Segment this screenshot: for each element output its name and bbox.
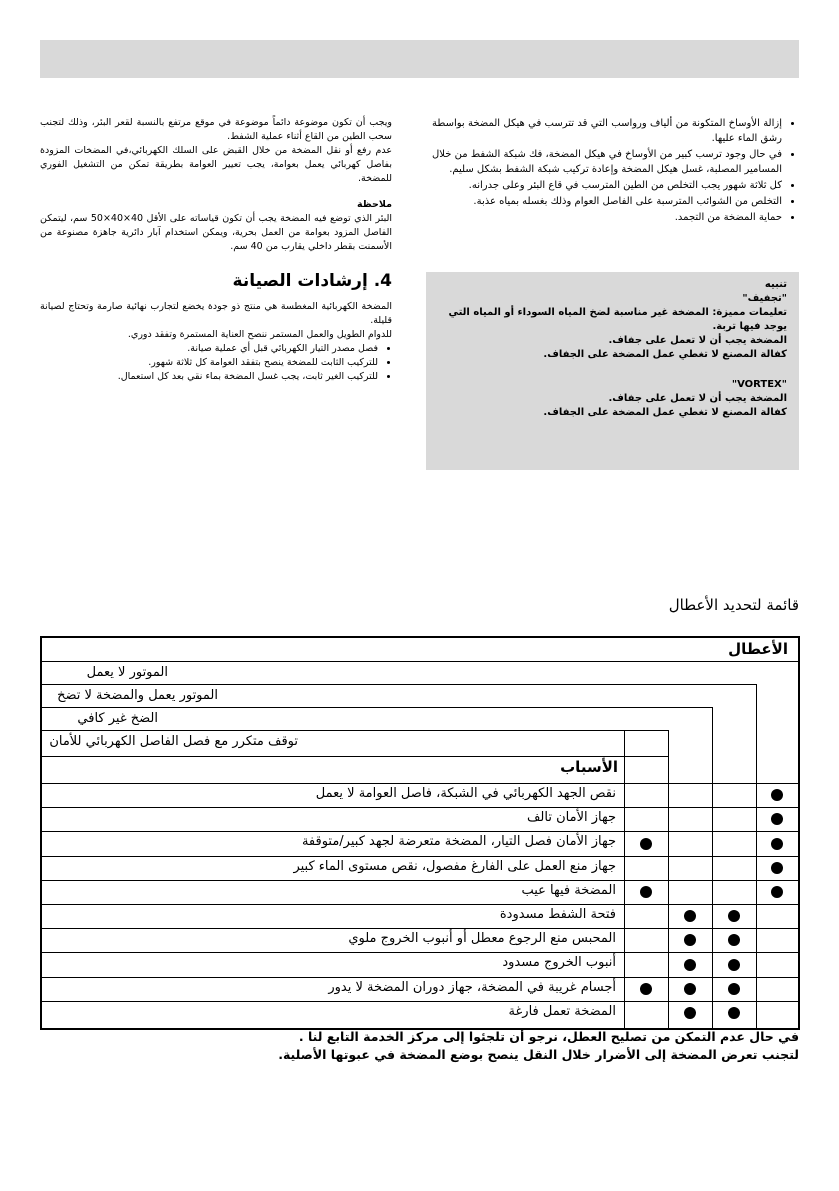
grid-line [42, 952, 798, 953]
grid-line [42, 783, 798, 784]
maintenance-bullet: • في حال وجود ترسب كبير من الأوساخ في هيكل المضخة، فك شبكة الشفط من خلال المسامير المصلبة، غسل هيكل المضخة وإعادة تركيب شبكة الشفط بشكل سليم. [432, 147, 782, 177]
maintenance-bullet: • التخلص من الشوائب المترسبة على الفاصل العوام وذلك بغسله بمياه عذبة. [432, 194, 782, 209]
note-title: ملاحظة [357, 199, 392, 210]
maintenance-tips-list [40, 342, 392, 384]
cause-label: المحبس منع الرجوع معطل أو أنبوب الخروج ملوي [348, 931, 616, 947]
grid-line [42, 856, 798, 857]
fault-cause-dot [684, 959, 696, 971]
fault-label: توقف متكرر مع فصل الفاصل الكهربائي للأمان [49, 734, 298, 749]
grid-line [712, 707, 713, 1028]
maintenance-tip: • للتركيب الثابت للمضخة ينصح بتفقد العوامة كل ثلاثة شهور. [40, 356, 378, 370]
cause-label: المضخة فيها عيب [521, 882, 616, 898]
grid-line [42, 707, 712, 708]
warning-box [426, 272, 799, 470]
fault-cause-dot [684, 1007, 696, 1019]
fault-label: الموتور يعمل والمضخة لا تضخ [57, 688, 218, 703]
fault-cause-dot [684, 910, 696, 922]
warning-model-dry: "تجفيف" [742, 293, 787, 304]
grid-line [42, 880, 798, 881]
cause-label: فتحة الشفط مسدودة [499, 907, 616, 922]
warning-line: تعليمات مميزة: المضخة غير مناسبة لضخ المياه السوداء أو المياه التي يوجد فيها تربة. [448, 307, 787, 332]
fault-cause-dot [640, 838, 652, 850]
fault-cause-dot [640, 983, 652, 995]
fault-cause-dot [684, 983, 696, 995]
fault-cause-dot [771, 789, 783, 801]
footer-notes [39, 1028, 799, 1064]
grid-line [42, 807, 798, 808]
paragraph: عدم رفع أو نقل المضخة من خلال القبض على السلك الكهربائي،في المضخات المزودة بفاصل كهربائي يعمل بعوامة، يجب تعيير العوامة بطريقة تمكن من التشغيل الفوري للمضخة. [40, 145, 392, 184]
header-bar [40, 40, 799, 78]
fault-list-title: قائمة لتحديد الأعطال [668, 596, 799, 614]
fault-cause-dot [728, 910, 740, 922]
warning-title: تنبيه [764, 279, 787, 290]
warning-line: كفالة المصنع لا تغطي عمل المضخة على الجفاف. [543, 407, 787, 418]
grid-line [42, 1001, 798, 1002]
fault-table [40, 636, 800, 1030]
cause-label: المضخة تعمل فارغة [508, 1003, 616, 1019]
fault-cause-dot [771, 862, 783, 874]
fault-cause-dot [640, 886, 652, 898]
paragraph: للدوام الطويل والعمل المستمر ننصح العناية المستمرة وتفقد دوري. [127, 329, 392, 340]
fault-cause-dot [728, 983, 740, 995]
cause-label: جهاز الأمان تالف [526, 810, 616, 826]
maintenance-bullet: • إزالة الأوساخ المتكونة من ألياف ورواسب التي قد تترسب في هيكل المضخة بواسطة رشق الماء عليها. [432, 116, 782, 146]
note-text: البئر الذي توضع فيه المضخة يجب أن تكون قياساته على الأقل 40×40×50 سم، ليتمكن الفاصل المزود بعوامة من العمل بحرية، ويمكن استخدام آبار دائرية جاهزة مصنوعة من الأسمنت بقطر داخلي يقارب من 40 سم. [40, 213, 392, 252]
warning-line: كفالة المصنع لا تغطي عمل المضخة على الجفاف. [543, 349, 787, 360]
warning-line: المضخة يجب أن لا تعمل على جفاف. [608, 393, 787, 404]
cause-label: أنبوب الخروج مسدود [502, 955, 616, 971]
fault-label: الموتور لا يعمل [86, 665, 168, 680]
paragraph: المضخة الكهربائية المغطسة هي منتج ذو جودة يخضع لتجارب نهائية صارمة وتحتاج لصيانة قليلة. [40, 301, 392, 326]
cause-label: جهاز الأمان فصل التيار، المضخة متعرضة لجهد كبير/متوقفة [301, 834, 616, 850]
footer-line: لتجنب تعرض المضخة إلى الأضرار خلال النقل ينصح بوضع المضخة في عبوتها الأصلية. [278, 1047, 799, 1062]
grid-line [42, 756, 668, 757]
maintenance-bullets-column [432, 116, 796, 226]
grid-line [42, 684, 756, 685]
causes-header: الأسباب [560, 758, 618, 776]
fault-cause-dot [684, 934, 696, 946]
warning-line: المضخة يجب أن لا تعمل على جفاف. [608, 335, 787, 346]
fault-cause-dot [771, 838, 783, 850]
fault-cause-dot [771, 813, 783, 825]
fault-label: الضخ غير كافي [77, 711, 158, 726]
faults-header: الأعطال [728, 640, 788, 658]
cause-label: نقص الجهد الكهربائي في الشبكة، فاصل العوامة لا يعمل [315, 786, 616, 801]
fault-cause-dot [771, 886, 783, 898]
maintenance-bullet-list [432, 116, 796, 225]
footer-line: في حال عدم التمكن من تصليح العطل، نرجو أن تلجئوا إلى مركز الخدمة التابع لنا . [298, 1029, 799, 1044]
grid-line [42, 928, 798, 929]
grid-line [42, 730, 668, 731]
fault-cause-dot [728, 959, 740, 971]
installation-column [40, 116, 392, 384]
grid-line [42, 831, 798, 832]
warning-model-vortex: "VORTEX" [731, 379, 787, 390]
maintenance-bullet: • كل ثلاثة شهور يجب التخلص من الطين المترسب في قاع البئر وعلى جدرانه. [432, 178, 782, 193]
fault-cause-dot [728, 1007, 740, 1019]
maintenance-tip: • للتركيب الغير ثابت، يجب غسل المضخة بماء نقي بعد كل استعمال. [40, 370, 378, 384]
paragraph: ويجب أن تكون موضوعة دائماً موضوعة في موقع مرتفع بالنسبة لقعر البئر، وذلك لتجنب سحب الطين من القاع أثناء عملية الشفط. [40, 117, 392, 142]
cause-label: أجسام غريبة في المضخة، جهاز دوران المضخة لا يدور [328, 979, 616, 995]
maintenance-tip: • فصل مصدر التيار الكهربائي قبل أي عملية صيانة. [40, 342, 378, 356]
maintenance-bullet: • حماية المضخة من التجمد. [432, 210, 782, 225]
grid-line [42, 904, 798, 905]
cause-label: جهاز منع العمل على الفارغ مفصول، نقص مستوى الماء كبير [293, 858, 616, 874]
section-title: 4. إرشادات الصيانة [232, 271, 392, 291]
grid-line [42, 661, 798, 662]
fault-cause-dot [728, 934, 740, 946]
grid-line [42, 977, 798, 978]
